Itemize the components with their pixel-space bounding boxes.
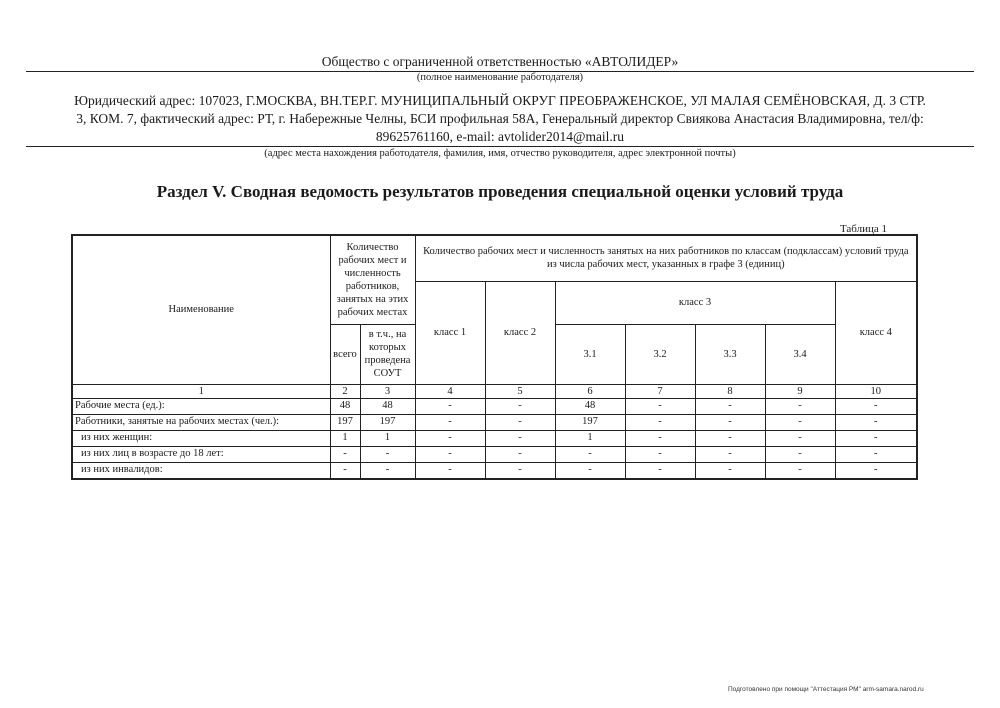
cell-class-3-3: - <box>695 446 765 462</box>
table-row <box>72 446 917 462</box>
cell-sout: 197 <box>360 414 415 430</box>
cell-sout: 1 <box>360 430 415 446</box>
cell-class-1: - <box>415 398 485 414</box>
cell-total: 197 <box>330 414 360 430</box>
cell-sout: - <box>360 462 415 479</box>
summary-table <box>71 234 918 480</box>
employer-name-caption: (полное наименование работодателя) <box>416 72 584 83</box>
cell-class-3-1: 1 <box>555 430 625 446</box>
cell-class-3-2: - <box>625 414 695 430</box>
cell-class-4: - <box>835 414 917 430</box>
header-class-4: класс 4 <box>835 281 917 384</box>
column-number: 2 <box>330 384 360 398</box>
section-title: Раздел V. Сводная ведомость результатов проведения специальной оценки условий труда <box>156 182 844 201</box>
cell-class-4: - <box>835 446 917 462</box>
cell-class-4: - <box>835 398 917 414</box>
row-label: Рабочие места (ед.): <box>72 398 330 414</box>
footer-note: Подготовлено при помощи "Аттестация РМ" arm-samara.narod.ru <box>728 686 924 693</box>
column-number: 6 <box>555 384 625 398</box>
header-class-3: класс 3 <box>555 281 835 324</box>
header-count-group: Количество рабочих мест и численность работников, занятых на этих рабочих местах <box>330 235 415 324</box>
cell-class-4: - <box>835 462 917 479</box>
cell-class-3-2: - <box>625 430 695 446</box>
address-line-3: 89625761160, e-mail: avtolider2014@mail.ru <box>375 129 625 144</box>
cell-total: 48 <box>330 398 360 414</box>
column-number: 8 <box>695 384 765 398</box>
cell-class-3-1: 197 <box>555 414 625 430</box>
header-class-3-3: 3.3 <box>695 324 765 384</box>
cell-class-3-3: - <box>695 398 765 414</box>
cell-class-3-3: - <box>695 462 765 479</box>
employer-address-underline <box>26 146 974 147</box>
cell-total: - <box>330 446 360 462</box>
cell-class-2: - <box>485 430 555 446</box>
employer-address-caption: (адрес места нахождения работодателя, фамилия, имя, отчество руководителя, адрес электронной почты) <box>264 148 736 159</box>
cell-total: 1 <box>330 430 360 446</box>
table-label: Таблица 1 <box>839 223 887 235</box>
header-class-3-1: 3.1 <box>555 324 625 384</box>
header-class-3-4: 3.4 <box>765 324 835 384</box>
cell-class-1: - <box>415 462 485 479</box>
address-line-2: 3, КОМ. 7, фактический адрес: РТ, г. Набережные Челны, БСИ профильная 58А, Генеральный директор Свиякова Анастасия Владимировна, тел/ф: <box>76 111 924 126</box>
row-label: Работники, занятые на рабочих местах (чел.): <box>72 414 330 430</box>
column-number: 7 <box>625 384 695 398</box>
cell-class-3-2: - <box>625 398 695 414</box>
header-class-3-2: 3.2 <box>625 324 695 384</box>
cell-class-3-2: - <box>625 446 695 462</box>
cell-class-3-4: - <box>765 414 835 430</box>
cell-class-2: - <box>485 446 555 462</box>
column-number: 10 <box>835 384 917 398</box>
table-row <box>72 430 917 446</box>
column-number: 9 <box>765 384 835 398</box>
cell-class-2: - <box>485 462 555 479</box>
header-classes-group: Количество рабочих мест и численность занятых на них работников по классам (подклассам) условий труда из числа рабочих мест, указанных в графе 3 (единиц) <box>415 235 917 281</box>
cell-class-3-2: - <box>625 462 695 479</box>
cell-class-3-3: - <box>695 414 765 430</box>
table-row <box>72 414 917 430</box>
table-header <box>72 235 917 398</box>
column-numbers-row <box>72 384 917 398</box>
row-label: из них инвалидов: <box>72 462 330 479</box>
header-sout: в т.ч., на которых проведена СОУТ <box>360 324 415 384</box>
column-number: 5 <box>485 384 555 398</box>
column-number: 1 <box>72 384 330 398</box>
employer-address <box>26 92 974 146</box>
row-label: из них лиц в возрасте до 18 лет: <box>72 446 330 462</box>
cell-class-2: - <box>485 398 555 414</box>
cell-total: - <box>330 462 360 479</box>
cell-class-3-4: - <box>765 398 835 414</box>
table-row <box>72 398 917 414</box>
row-label: из них женщин: <box>72 430 330 446</box>
cell-class-1: - <box>415 414 485 430</box>
cell-class-1: - <box>415 430 485 446</box>
table-row <box>72 462 917 479</box>
cell-class-2: - <box>485 414 555 430</box>
cell-class-3-4: - <box>765 430 835 446</box>
cell-class-3-1: 48 <box>555 398 625 414</box>
cell-sout: - <box>360 446 415 462</box>
cell-class-3-1: - <box>555 462 625 479</box>
cell-class-3-4: - <box>765 446 835 462</box>
table-body <box>72 398 917 479</box>
address-line-1: Юридический адрес: 107023, Г.МОСКВА, ВН.ТЕР.Г. МУНИЦИПАЛЬНЫЙ ОКРУГ ПРЕОБРАЖЕНСКОЕ, УЛ МАЛАЯ СЕМЁНОВСКАЯ, Д. 3 СТР. <box>74 93 926 108</box>
header-total: всего <box>330 324 360 384</box>
cell-class-4: - <box>835 430 917 446</box>
cell-class-3-1: - <box>555 446 625 462</box>
header-class-1: класс 1 <box>415 281 485 384</box>
cell-sout: 48 <box>360 398 415 414</box>
header-name: Наименование <box>72 235 330 384</box>
cell-class-3-3: - <box>695 430 765 446</box>
employer-name: Общество с ограниченной ответственностью «АВТОЛИДЕР» <box>321 54 679 69</box>
cell-class-3-4: - <box>765 462 835 479</box>
header-class-2: класс 2 <box>485 281 555 384</box>
column-number: 4 <box>415 384 485 398</box>
column-number: 3 <box>360 384 415 398</box>
cell-class-1: - <box>415 446 485 462</box>
